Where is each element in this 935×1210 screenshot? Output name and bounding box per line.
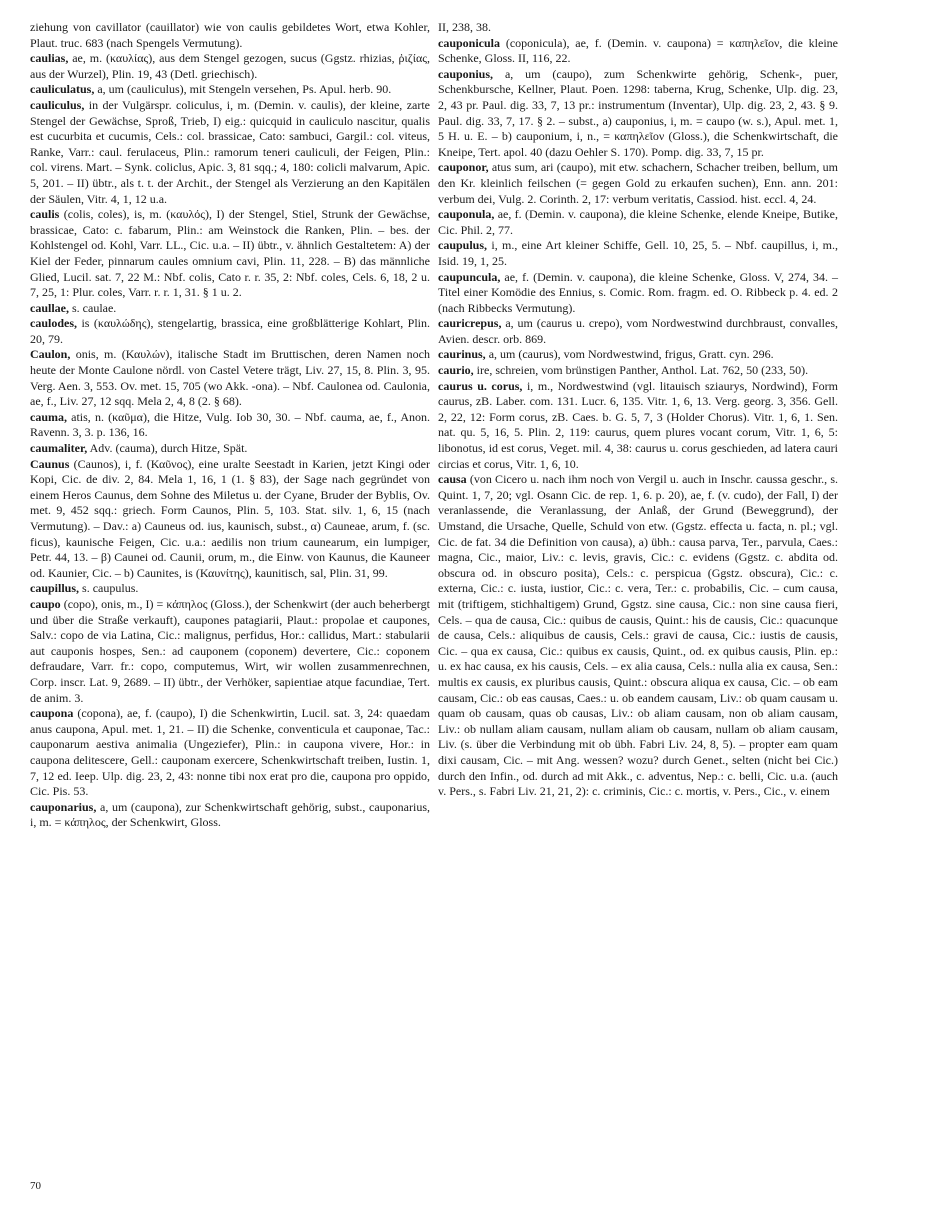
dictionary-entry [30,347,430,409]
entry-text: ziehung von cavillator (cauillator) wie von caulis gebildetes Wort, etwa Kohler, Plaut. truc. 683 (nach Spengels Vermutung). [30,20,430,50]
left-column [30,20,430,831]
dictionary-entry [438,363,838,379]
entry-text: (copona), ae, f. (caupo), I) die Schenkwirtin, Lucil. sat. 3, 24: quaedam anus caupona, Apul. met. 1, 21. – II) die Schenke, conventicula et cauponae, Tac.: cauponarum aestiva animalia (Ungeziefer), Plin.: in caupona vivere, Hor.: in caupona delitescere, Gell.: cauponam exercere, Schenkwirtschaft treiben, Iustin. 1, 7, 12 ed. Ieep. Ulp. dig. 23, 2, 43: nonne tibi nox erat pro die, caupona pro oppido, Cic. Pis. 53. [30,706,430,799]
dictionary-entry [438,379,838,473]
entry-headword: caullae, [30,300,69,315]
entry-headword: causa [438,472,467,487]
entry-text: (colis, coles), is, m. (καυλός), I) der Stengel, Stiel, Strunk der Gewächse, brassicae, Cato: c. fabarum, Plin.: am Weinstock die Ranken, Plin. – bes. der Kohlstengel od. Kohl, Varr. LL., Cic. u.a. – II) übtr., v. ähnlich Gestaltetem: A) der Kiel der Feder, pinnarum caules omnium cavi, Plin. 11, 228. – B) das männliche Glied, Lucil. sat. 7, 22 M.: Nbf. colis, Cato r. r. 35, 2: Nbf. coles, Cels. 6, 18, 2 u. 7, 25, 1: Plur. coles, Varr. r. r. 1, 31. § 1 u. 2. [30,207,431,300]
entry-headword: caurus u. corus, [438,378,523,393]
entry-text: (coponicula), ae, f. (Demin. v. caupona) = καπηλεῖον, die kleine Schenke, Gloss. II, 116, 22. [438,35,839,66]
entry-headword: caurinus, [438,347,486,362]
dictionary-entry [438,160,838,207]
entry-headword: caupulus, [438,238,488,253]
entry-headword: cauma, [30,409,67,424]
entry-text: a, um (cauliculus), mit Stengeln versehen, Ps. Apul. herb. 90. [97,82,392,97]
entry-headword: caurio, [438,363,474,378]
entry-text: (Caunos), i, f. (Καῦνος), eine uralte Seestadt in Karien, jetzt Kingi oder Kopi, Cic. de div. 2, 84. Mela 1, 16, 1 (1. § 83), der Sage nach gegründet von einem Heros Caunus, dem Sohne des Miletus u. der Cyane, Bruder der Byblis, Ov. met. 9, 452 sqq.: griech. Form Caunos, Plin. 5, 103. Stat. silv. 1, 6, 15 (nach Vermutung). – Dav.: a) Cauneus od. ius, kaunisch, subst., α) Cauneae, arum, f. (sc. ficus), kaunische Feigen, Cic. u.a.: aedilis non trium caunearum, ein lumpiger, Petr. 44, 13. – β) Caunei od. Caunii, orum, m., die Einw. von Kaunus, die Kauneer od. Kaunier, Cic. – b) Caunites, is (Καυνίτης), kaunitisch, sal, Plin. 31, 99. [30,456,431,580]
entry-text: ae, f. (Demin. v. caupona), die kleine Schenke, Gloss. V, 274, 34. – Titel einer Komödie des Ennius, s. Comic. Rom. fragm. ed. O. Ribbeck p. 4. ed. 2 (nach Ribbecks Vermutung). [438,269,839,315]
dictionary-entry [30,706,430,800]
entry-headword: cauponius, [438,66,494,81]
dictionary-entry [438,270,838,317]
entry-text: onis, m. (Καυλών), italische Stadt im Bruttischen, deren Namen noch heute der Monte Caulone nördl. von Castel Vetere trägt, Liv. 27, 15, 8. Plin. 3, 95. Verg. Aen. 3, 553. Ov. met. 15, 705 (wo Akk. -ona). – Nbf. Caulonea od. Caulonia, ae, f., Liv. 27, 12 sqq. Mela 2, 4, 8 (2. § 68). [30,347,430,409]
entry-text: atus sum, ari (caupo), mit etw. schachern, Schacher treiben, bellum, um den Kr. kleinlich feilschen (= gegen Gold zu erkaufen suchen), Enn. ann. 201: verbum dei, Vulg. 2. Corinth. 2, 17: verbum veritatis, Cassiod. hist. eccl. 4, 24. [438,160,839,206]
entry-text: atis, n. (καῦμα), die Hitze, Vulg. Iob 30, 30. – Nbf. cauma, ae, f., Anon. Ravenn. 3, 3. p. 136, 16. [30,409,430,440]
dictionary-entry [438,347,838,363]
dictionary-entry [438,472,838,799]
dictionary-entry [30,581,430,597]
dictionary-entry [30,20,430,51]
entry-headword: caumaliter, [30,441,88,456]
dictionary-entry [30,457,430,582]
entry-headword: caulias, [30,51,69,66]
entry-text: is (καυλώδης), stengelartig, brassica, eine großblätterige Kohlart, Plin. 20, 79. [30,316,430,346]
dictionary-entry [438,67,838,161]
dictionary-entry [30,441,430,457]
entry-headword: cauliculatus, [30,82,95,97]
entry-text: ae, m. (καυλίας), aus dem Stengel gezogen, sucus (Ggstz. rhizias, ῥιζίας, aus der Wurzel), Plin. 19, 43 (Detl. griechisch). [30,51,431,81]
entry-text: a, um (caupo), zum Schenkwirte gehörig, Schenk-, puer, Schenkbursche, Kellner, Plaut. Poen. 1298: taberna, Krug, Schenke, Ulp. dig. 23, 2, 43 pr. Paul. dig. 33, 7, 13 pr.: instrumentum (Inventar), Ulp. dig. 23, 2, 43. § 9. Paul. dig. 33, 7, 17. § 2. – subst., a) cauponius, i, m. = caupo (w. s.), Apul. met. 1, 5 H. u. E. – b) cauponium, i, n., = καπηλεῖον (Gloss.), die Schenkwirtschaft, die Kneipe, Tert. apol. 40 (dazu Oehler S. 170). Pomp. dig. 33, 7, 15 pr. [438,66,838,159]
entry-headword: Caulon, [30,347,71,362]
entry-headword: caupo [30,596,61,611]
dictionary-entry [438,20,838,36]
dictionary-entry [30,207,430,301]
entry-headword: cauponarius, [30,799,97,814]
dictionary-entry [438,36,838,67]
entry-headword: cauliculus, [30,97,85,112]
entry-text: s. caulae. [72,300,117,315]
dictionary-entry [30,410,430,441]
dictionary-entry [30,51,430,82]
entry-text: in der Vulgärspr. coliculus, i, m. (Demin. v. caulis), der kleine, zarte Stengel der Gewächse, Sproß, Trieb, I) eig.: quicquid in cauliculo nascitur, qualis est cucurbita et cucumis, Cels.: col. brassicae, Cato: sambuci, Gargil.: col. viteus, Ranke, Varr.: caul. ferulaceus, Plin.: ramorum teneri cauliculi, der Feigen, Plin.: col. virens. Mart. – Synk. coliclus, Apic. 3, 81 sqq.; 4, 180: colicli malvarum, Apic. 5, 201. – II) übtr., als t. t. der Archit., der Stengel als Verzierung an den Kapitälen der Säulen, Vitr. 4, 1, 12 u.a. [30,97,430,206]
entry-text: s. caupulus. [82,581,139,596]
right-column [438,20,838,800]
dictionary-entry [438,238,838,269]
dictionary-entry [30,98,430,207]
entry-text: i, m., Nordwestwind (vgl. litauisch sziaurys, Nordwind), Form caurus, zB. Laber. com. 131. Lucr. 6, 135. Vitr. 1, 6, 13. Verg. georg. 3, 356. Gell. 2, 22, 12: Form corus, zB. Caes. b. G. 5, 7, 3 (Holder Chorus). Vitr. 1, 6, 1. Sen. nat. qu. 5, 16, 5. Plin. 2, 119: caurus, quem plures vocant corum, Vitr. 1, 6, 5: libonotus, id est corus, Veget. mil. 4, 38: caurus u. corus geschieden, ad latera cauri circias et corus, Vitr. 1, 6, 10. [438,378,839,471]
entry-headword: cauponor, [438,160,489,175]
entry-headword: caupona [30,706,74,721]
dictionary-entry [30,82,430,98]
entry-headword: cauponicula [438,35,501,50]
entry-headword: Caunus [30,456,70,471]
entry-headword: caupillus, [30,581,80,596]
dictionary-entry [30,800,430,831]
dictionary-entry [438,316,838,347]
entry-text: ire, schreien, vom brünstigen Panther, Anthol. Lat. 762, 50 (233, 50). [476,363,809,378]
entry-headword: cauponula, [438,207,495,222]
entry-headword: caupuncula, [438,269,501,284]
entry-headword: cauricrepus, [438,316,502,331]
entry-headword: caulis [30,207,60,222]
entry-text: II, 238, 38. [438,20,491,34]
entry-text: a, um (caurus), vom Nordwestwind, frigus, Gratt. cyn. 296. [488,347,774,362]
entry-headword: caulodes, [30,316,78,331]
entry-text: Adv. (cauma), durch Hitze, Spät. [89,441,248,456]
entry-text: ae, f. (Demin. v. caupona), die kleine Schenke, elende Kneipe, Butike, Cic. Phil. 2, 77. [438,207,838,237]
dictionary-entry [30,597,430,706]
dictionary-entry [438,207,838,238]
dictionary-entry [30,316,430,347]
entry-text: a, um (caurus u. crepo), vom Nordwestwind durchbraust, convalles, Avien. descr. orb. 869. [438,316,839,346]
entry-text: (von Cicero u. nach ihm noch von Vergil u. auch in Inschr. caussa geschr., s. Quint. 1, 7, 20; vgl. Osann Cic. de rep. 1, 6. p. 20), ae, f. (v. cudo), der Fall, I) der veranlassende, die Veranlassung, der Anlaß, der Grund (Beweggrund), der Umstand, die Ursache, Quelle, Schuld von etw. (Ggstz. effecta u. facta, n. pl.; vgl. Cic. de fat. 34 die Definition von causa), a) übh.: causa parva, Ter., parvula, Caes.: magna, Cic., maior, Liv.: c. levis, gravis, Cic.: c. evidens (Ggstz. c. abdita od. obscura od. in obscuro posita), Cels.: c. perspicua (Ggstz. obscura), Cic.: c. externa, Cic.: c. iusta, iustior, Cic.: c. vera, Ter.: c. probabilis, Cic. – cum causa, mit (triftigem, stichhaltigem) Grund, Ggstz. sine causa, Cic.: non sine causa fieri, Cels. – qua de causa, Cic.: quibus de causis, Quint.: his de causis, Cic.: quacunque de causa, Cels.: aliquibus de causis, Cels.: gravi de causa, Cic.: iustis de causis, Cic. – qua ex causa, Cic.: quibus ex causis, Quint., od. ex quibus causis, Plin. ep.: u. ex hac causa, ex his causis, Cels. – ex alia causa, Cels.: nulla alia ex causa, Sen.: multis ex causis, ex pluribus causis, Quint.: obscura aliqua ex causa, Cic. – ob eam causam, Cic.: ob eas causas, Caes.: u. ob eandem causam, Liv.: ob quam causam u. quam ob causam, quas ob causas, Liv.: ob aliam causam, non ob aliam causam, Liv.: ob nullam aliam causam, nullam aliam ob causam, nullam ob aliam causam, Liv. (s. über die Verbindung mit ob übh. Fabri Liv. 24, 8, 5). – propter eam quam dixi causam, Cic. – mit Ang. wessen? wozu? durch Genet., selten (nicht bei Cic.) durch den Infin., od. durch ad mit Akk., c. adventus, Nep.: c. belli, Cic. u.a. (auch v. Pers., s. Fabri Liv. 21, 21, 2): c. criminis, Cic.: c. mortis, v. Pers., Cic., v. einem [438,472,839,799]
entry-text: a, um (caupona), zur Schenkwirtschaft gehörig, subst., cauponarius, i, m. = κάπηλος, der Schenkwirt, Gloss. [30,799,430,830]
page-number: 70 [30,1180,41,1192]
dictionary-entry [30,301,430,317]
entry-text: (copo), onis, m., I) = κάπηλος (Gloss.), der Schenkwirt (der auch beherbergt und über die Straße verkauft), caupones patagiarii, Plaut.: propolae et caupones, Salv.: copo de via Latina, Cic.: malignus, perfidus, Hor.: callidus, Mart.: stabularii aut cauponis hospes, Sen.: ad cauponem (coponem) devertere, Cic.: coponem defraudare, Varr. fr.: copo, computemus, Wirt, wir wollen zusammenrechnen, Corp. inscr. Lat. 9, 2689. – II) übtr., der Verhöker, sapientiae atque facundiae, Tert. de anim. 3. [30,596,431,705]
entry-text: i, m., eine Art kleiner Schiffe, Gell. 10, 25, 5. – Nbf. caupillus, i, m., Isid. 19, 1, 25. [438,238,838,268]
